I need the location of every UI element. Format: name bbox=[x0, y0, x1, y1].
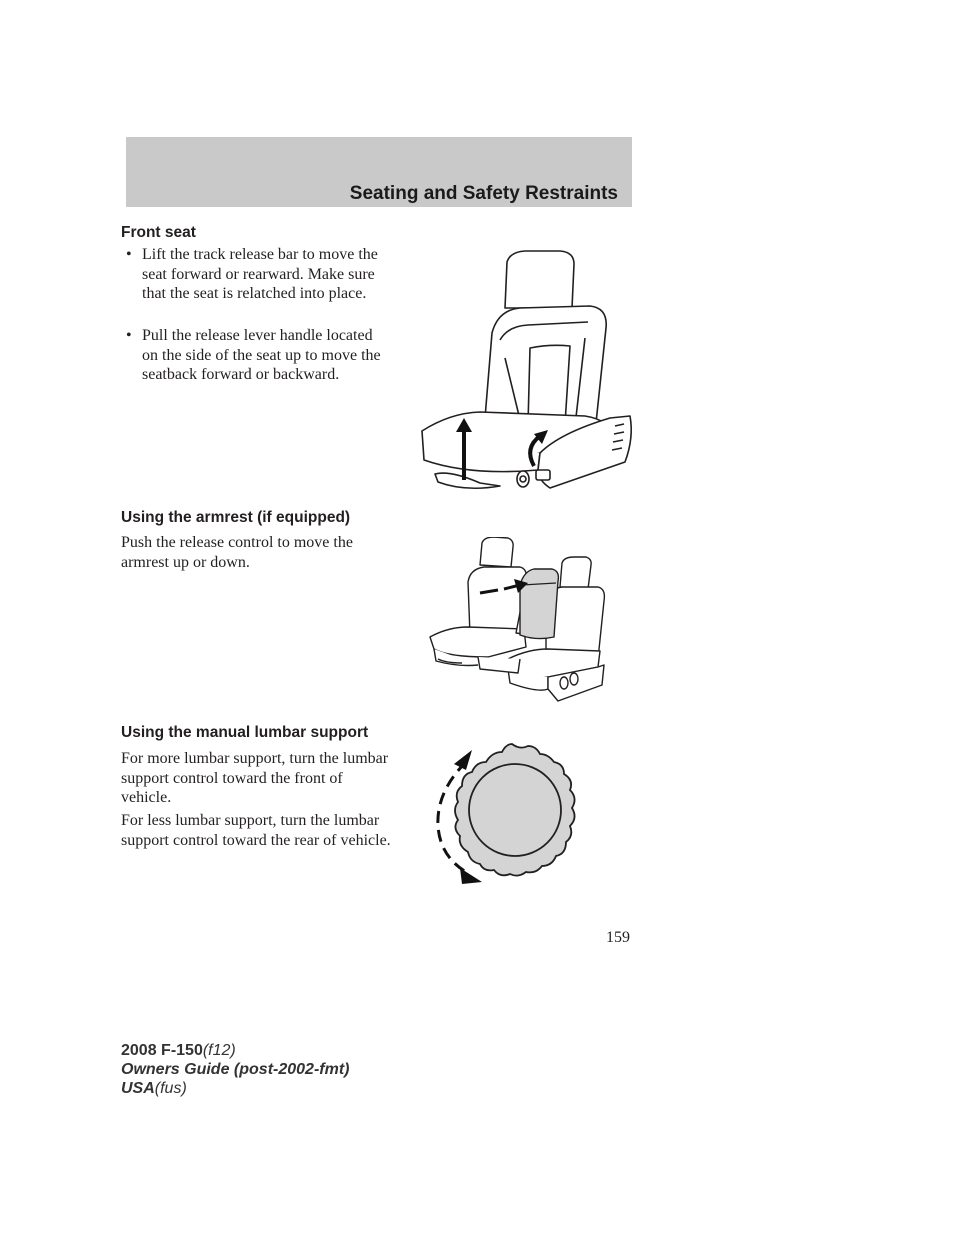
front-seat-heading: Front seat bbox=[121, 224, 196, 241]
bullet-text: Lift the track release bar to move the seat forward or rearward. Make sure that the seat is relatched into place. bbox=[142, 246, 378, 302]
footer-model: 2008 F-150 bbox=[121, 1042, 203, 1059]
footer-line-guide bbox=[121, 1060, 349, 1079]
footer-guide: Owners Guide (post-2002-fmt) bbox=[121, 1061, 350, 1078]
section-header-band bbox=[126, 137, 632, 207]
lumbar-more-text: For more lumbar support, turn the lumbar support control toward the front of vehicle. bbox=[121, 750, 389, 806]
bullet-text: Pull the release lever handle located on the side of the seat up to move the seatback forward or backward. bbox=[142, 327, 381, 383]
page-number: 159 bbox=[606, 929, 630, 946]
armrest-heading: Using the armrest (if equipped) bbox=[121, 509, 351, 526]
armrest-body-text: Push the release control to move the armrest up or down. bbox=[121, 534, 353, 571]
bullet-item-release-lever bbox=[121, 326, 391, 385]
bullet-icon: • bbox=[126, 327, 132, 344]
front-seat-illustration bbox=[410, 248, 640, 498]
footer-line-model bbox=[121, 1041, 349, 1060]
bullet-item-track-release bbox=[121, 245, 391, 304]
footer-market: USA bbox=[121, 1080, 155, 1097]
footer-model-code: (f12) bbox=[202, 1042, 236, 1059]
footer-line-market bbox=[121, 1079, 349, 1098]
bullet-icon: • bbox=[126, 246, 132, 263]
lumbar-knob-illustration bbox=[422, 742, 592, 892]
document-footer bbox=[121, 1041, 349, 1098]
lumbar-less-text: For less lumbar support, turn the lumbar support control toward the rear of vehicle. bbox=[121, 812, 391, 849]
footer-market-code: (fus) bbox=[154, 1080, 187, 1097]
lumbar-heading: Using the manual lumbar support bbox=[121, 724, 369, 741]
section-header-title: Seating and Safety Restraints bbox=[349, 183, 618, 204]
armrest-illustration bbox=[428, 537, 608, 707]
